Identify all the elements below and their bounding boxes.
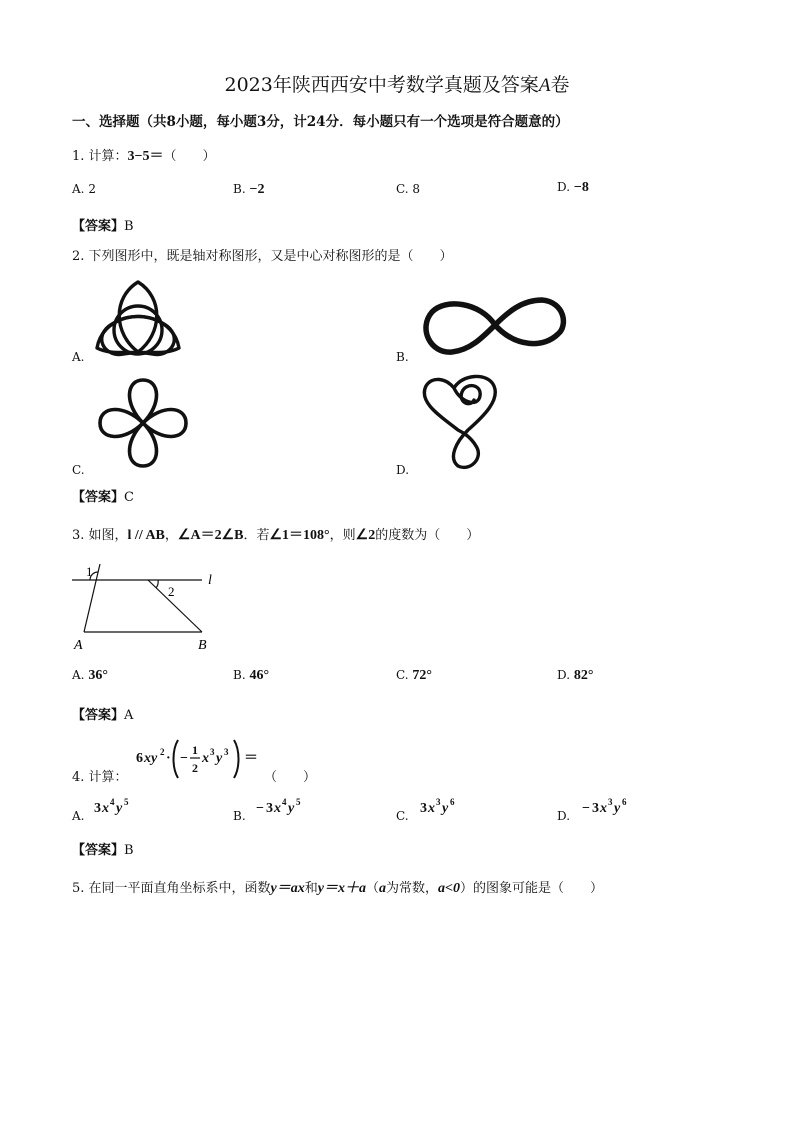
svg-text:y: y <box>116 801 123 816</box>
q3-angle-1-value: ∠1＝108° <box>269 528 330 543</box>
q4-option-c-expr <box>418 796 468 820</box>
svg-text:x: x <box>102 801 109 816</box>
svg-text:3: 3 <box>608 797 613 807</box>
q2-option-a-label: A. <box>72 350 85 364</box>
q1-option-a: A. 2 <box>72 182 96 196</box>
label-b: B <box>198 638 207 653</box>
q5-condition: a<0 <box>438 881 461 896</box>
svg-text:3: 3 <box>94 801 101 816</box>
svg-text:＝: ＝ <box>244 751 258 766</box>
section-heading: 一、选择题（共8小题，每小题3分，计24分．每小题只有一个选项是符合题意的） <box>72 114 569 130</box>
q1-answer: 【答案】B <box>72 219 134 234</box>
svg-text:3: 3 <box>436 797 441 807</box>
q2-figure-c-four-petal <box>94 374 192 472</box>
question-4-stem: 4. 计算： <box>72 770 128 785</box>
question-3-stem: 3. 如图，l // AB，∠A＝2∠B．若∠1＝108°，则∠2的度数为（ ） <box>72 528 480 543</box>
svg-text:3: 3 <box>210 747 215 757</box>
svg-text:4: 4 <box>110 797 115 807</box>
svg-text:3: 3 <box>420 801 427 816</box>
q4-blank: （ ） <box>264 770 317 785</box>
svg-text:2: 2 <box>192 761 198 775</box>
svg-text:x: x <box>274 801 281 816</box>
svg-text:y: y <box>614 801 621 816</box>
label-a: A <box>74 638 83 653</box>
q2-option-b-label: B. <box>396 350 409 364</box>
svg-text:y: y <box>442 801 449 816</box>
q4-option-c-label: C. <box>396 809 409 823</box>
q3-angle-2: ∠2 <box>355 528 376 543</box>
q5-function-1: y＝ax <box>270 881 305 896</box>
svg-text:−: − <box>582 801 590 816</box>
q4-option-b-label: B. <box>233 809 246 823</box>
question-5-stem: 5. 在同一平面直角坐标系中，函数y＝ax和y＝x＋a（a为常数，a<0）的图象可能是（ ） <box>72 881 604 896</box>
angle-2-arc <box>156 580 158 588</box>
svg-text:−: − <box>180 751 188 766</box>
q4-option-d-expr <box>580 796 640 820</box>
q1-option-b: B. −2 <box>233 182 265 197</box>
svg-text:5: 5 <box>296 797 301 807</box>
q1-option-c: C. 8 <box>396 182 421 196</box>
svg-text:2: 2 <box>160 747 165 757</box>
q3-option-b: B. 46° <box>233 668 270 683</box>
svg-text:5: 5 <box>124 797 129 807</box>
svg-text:6: 6 <box>622 797 627 807</box>
svg-text:3: 3 <box>266 801 273 816</box>
label-2: 2 <box>168 584 175 599</box>
svg-text:x: x <box>428 801 435 816</box>
svg-text:y: y <box>288 801 295 816</box>
q3-option-d: D. 82° <box>557 668 594 683</box>
svg-text:·: · <box>166 751 171 766</box>
q3-geometry-figure <box>70 558 220 654</box>
svg-text:6: 6 <box>136 751 143 766</box>
label-1: 1 <box>86 564 93 579</box>
q3-parallel-expr: l // AB <box>127 528 165 543</box>
svg-text:x: x <box>202 751 209 766</box>
svg-text:x: x <box>600 801 607 816</box>
question-2-stem: 2. 下列图形中，既是轴对称图形，又是中心对称图形的是（ ） <box>72 249 453 264</box>
q5-function-2: y＝x＋a <box>317 881 366 896</box>
question-1-stem: 1. 计算：3−5＝（ ） <box>72 149 216 164</box>
q4-expression <box>134 736 264 782</box>
svg-text:6: 6 <box>450 797 455 807</box>
label-l: l <box>208 573 212 588</box>
q2-figure-d-curly-loop <box>418 372 502 472</box>
q3-answer: 【答案】A <box>72 708 134 723</box>
q1-option-d: D. −8 <box>557 180 589 195</box>
q4-answer: 【答案】B <box>72 843 134 858</box>
svg-text:4: 4 <box>282 797 287 807</box>
svg-text:3: 3 <box>592 801 599 816</box>
q4-option-a-expr <box>92 796 142 820</box>
svg-text:3: 3 <box>224 747 229 757</box>
q4-option-b-expr <box>254 796 314 820</box>
q4-option-a-label: A. <box>72 809 85 823</box>
q3-option-a: A. 36° <box>72 668 108 683</box>
q2-figure-a-triquetra <box>92 278 184 360</box>
q3-option-c: C. 72° <box>396 668 433 683</box>
svg-text:−: − <box>256 801 264 816</box>
q2-option-c-label: C. <box>72 463 85 477</box>
svg-text:xy: xy <box>144 751 158 766</box>
q3-angle-relation: ∠A＝2∠B <box>177 528 244 543</box>
q2-answer: 【答案】C <box>72 490 134 505</box>
svg-text:y: y <box>216 751 223 766</box>
page-title: 2023年陕西西安中考数学真题及答案A卷 <box>224 74 570 96</box>
q2-option-d-label: D. <box>396 463 410 477</box>
q2-figure-b-infinity <box>420 292 570 358</box>
q4-option-d-label: D. <box>557 809 571 823</box>
svg-text:1: 1 <box>192 743 198 757</box>
q1-expression: 3−5＝ <box>127 149 164 164</box>
